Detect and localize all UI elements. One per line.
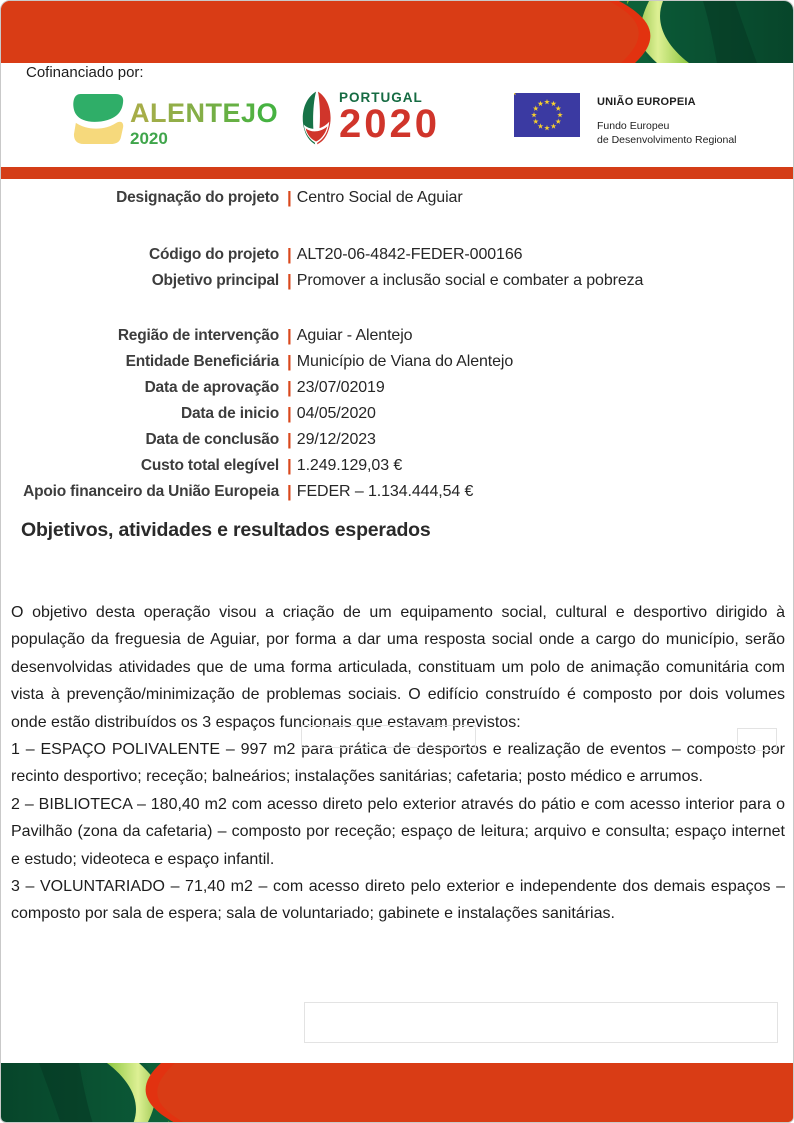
field-value: ALT20-06-4842-FEDER-000166 bbox=[296, 246, 523, 263]
body-paragraph: 2 – BIBLIOTECA – 180,40 m2 com acesso direto pelo exterior através do pátio e com acesso interior para o Pavilhão (zona da cafetaria) – composto por receção; espaço de leitura; arquivo e consulta; espaço internet e estudo; videoteca e espaço infantil. bbox=[11, 795, 785, 868]
placeholder-box bbox=[737, 728, 777, 751]
portugal-title: PORTUGAL bbox=[339, 90, 423, 105]
field-value: Município de Viana do Alentejo bbox=[296, 353, 514, 370]
project-field-row bbox=[1, 375, 794, 401]
top-banner-graphic bbox=[1, 1, 794, 63]
field-value: 29/12/2023 bbox=[296, 431, 376, 448]
portugal-leaf-icon bbox=[301, 90, 333, 146]
body-paragraph: O objetivo desta operação visou a criação de um equipamento social, cultural e desportivo dirigido à população da freguesia de Aguiar, por forma a dar uma resposta social onde a cargo do município, serão desenvolvidas atividades que de uma forma articulada, constituam um polo de animação comunitária com vista à prevenção/minimização de problemas sociais. O edifício construído é composto por dois volumes onde estão distribuídos os 3 espaços funcionais que estavam previstos: bbox=[11, 604, 785, 731]
field-label: Entidade Beneficiária bbox=[125, 353, 279, 370]
field-separator: | bbox=[287, 188, 292, 207]
orange-divider-bar bbox=[1, 167, 794, 179]
portugal-year: 2020 bbox=[339, 102, 440, 146]
alentejo-letter: L bbox=[150, 98, 167, 128]
project-details bbox=[1, 185, 794, 505]
eu-subtitle-line2: de Desenvolvimento Regional bbox=[597, 134, 737, 146]
field-label: Apoio financeiro da União Europeia bbox=[23, 483, 279, 500]
alentejo-flag-icon bbox=[71, 93, 125, 145]
field-label: Data de inicio bbox=[181, 405, 279, 422]
field-separator: | bbox=[287, 482, 292, 501]
field-value: 04/05/2020 bbox=[296, 405, 376, 422]
project-field-row bbox=[1, 401, 794, 427]
project-field-row bbox=[1, 479, 794, 505]
eu-logo-text bbox=[597, 96, 737, 147]
project-field-row bbox=[1, 427, 794, 453]
field-label: Objetivo principal bbox=[151, 272, 279, 289]
field-separator: | bbox=[287, 352, 292, 371]
bottom-banner-graphic bbox=[1, 1063, 794, 1123]
eu-flag-icon bbox=[514, 93, 580, 137]
field-label: Região de intervenção bbox=[117, 327, 279, 344]
placeholder-box bbox=[301, 725, 476, 748]
field-value: Centro Social de Aguiar bbox=[296, 189, 463, 206]
portugal-2020-logo bbox=[339, 90, 440, 146]
eu-subtitle-line1: Fundo Europeu bbox=[597, 120, 670, 132]
field-value: Aguiar - Alentejo bbox=[296, 327, 413, 344]
body-paragraph: 3 – VOLUNTARIADO – 71,40 m2 – com acesso direto pelo exterior e independente dos demais espaços – composto por sala de espera; sala de voluntariado; gabinete e instalações sanitárias. bbox=[11, 878, 785, 923]
section-heading: Objetivos, atividades e resultados esperados bbox=[21, 519, 431, 541]
project-field-row bbox=[1, 185, 794, 211]
body-text bbox=[11, 599, 785, 928]
field-separator: | bbox=[287, 378, 292, 397]
alentejo-letter: E bbox=[222, 98, 242, 128]
project-field-row bbox=[1, 323, 794, 349]
alentejo-wordmark bbox=[130, 100, 278, 126]
alentejo-year: 2020 bbox=[130, 129, 168, 148]
alentejo-letter: E bbox=[167, 98, 186, 128]
field-separator: | bbox=[287, 271, 292, 290]
banner-swoosh-icon bbox=[1, 1, 794, 63]
project-field-row bbox=[1, 453, 794, 479]
alentejo-letter: T bbox=[205, 98, 223, 128]
project-field-row bbox=[1, 242, 794, 268]
body-paragraph: 1 – ESPAÇO POLIVALENTE – 997 m2 para prática de desportos e realização de eventos – composto por recinto desportivo; receção; balneários; instalações sanitárias; cafetaria; posto médico e arrumos. bbox=[11, 741, 785, 786]
alentejo-letter: J bbox=[241, 98, 257, 128]
field-separator: | bbox=[287, 430, 292, 449]
field-value: 1.249.129,03 € bbox=[296, 457, 403, 474]
alentejo-letter: N bbox=[185, 98, 206, 128]
alentejo-2020-logo bbox=[130, 100, 278, 148]
field-separator: | bbox=[287, 326, 292, 345]
alentejo-letter: A bbox=[130, 98, 150, 128]
cofinanced-label: Cofinanciado por: bbox=[26, 64, 144, 81]
field-separator: | bbox=[287, 245, 292, 264]
field-value: FEDER – 1.134.444,54 € bbox=[296, 483, 474, 500]
field-value: 23/07/02019 bbox=[296, 379, 385, 396]
eu-title: UNIÃO EUROPEIA bbox=[597, 96, 696, 108]
project-field-row bbox=[1, 349, 794, 375]
project-field-row bbox=[1, 268, 794, 294]
field-separator: | bbox=[287, 456, 292, 475]
field-separator: | bbox=[287, 404, 292, 423]
alentejo-letter: O bbox=[256, 98, 279, 128]
field-label: Designação do projeto bbox=[116, 189, 279, 206]
placeholder-box bbox=[304, 1002, 778, 1043]
field-label: Código do projeto bbox=[148, 246, 279, 263]
field-label: Data de aprovação bbox=[144, 379, 279, 396]
field-value: Promover a inclusão social e combater a pobreza bbox=[296, 272, 644, 289]
field-label: Data de conclusão bbox=[145, 431, 279, 448]
banner-swoosh-icon bbox=[1, 1063, 794, 1123]
field-label: Custo total elegível bbox=[140, 457, 279, 474]
